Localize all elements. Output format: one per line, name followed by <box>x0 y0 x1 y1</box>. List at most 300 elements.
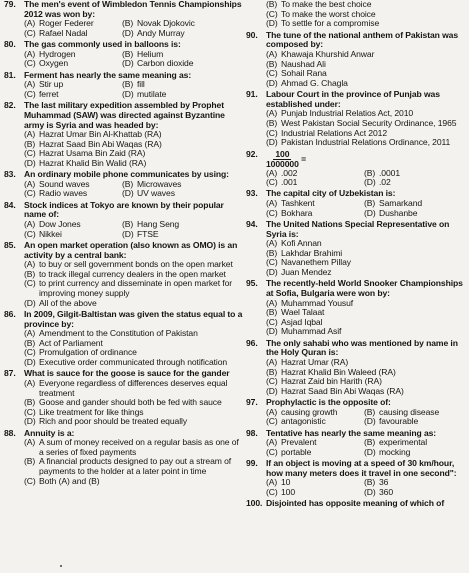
option <box>24 358 244 368</box>
options <box>24 180 244 199</box>
question-95 <box>246 279 469 337</box>
option-text: Dushanbe <box>379 207 418 218</box>
option <box>266 199 358 209</box>
option-letter: (A) <box>24 79 36 90</box>
option-letter: (B) <box>24 268 36 279</box>
option-text: Prevalent <box>281 437 317 448</box>
option-text: .02 <box>379 177 391 188</box>
option-letter: (D) <box>364 416 376 427</box>
option-letter: (C) <box>24 278 36 289</box>
option-text: Novak Djokovic <box>137 18 195 29</box>
option-text: .0001 <box>379 167 401 178</box>
equals-sign: = <box>301 153 306 164</box>
option-text: Punjab Industrial Relatios Act, 2010 <box>281 108 414 119</box>
option-letter: (D) <box>122 88 134 99</box>
question-text: An ordinary mobile phone communicates by using: <box>24 169 229 180</box>
option-text: Juan Mendez <box>281 267 332 278</box>
option <box>266 327 469 337</box>
option-text: Lakhdar Brahimi <box>281 247 343 258</box>
options <box>266 199 469 218</box>
fraction-numerator: 100 <box>275 148 290 159</box>
option-letter: (A) <box>24 437 36 448</box>
option-letter: (B) <box>364 198 376 209</box>
option-letter: (D) <box>266 18 278 29</box>
question-number: 98. <box>246 427 258 438</box>
option-text: Radio waves <box>39 188 88 199</box>
option-text: To make the best choice <box>281 0 372 9</box>
option-text: Carbon dioxide <box>137 58 194 69</box>
option-text: FTSE <box>137 228 159 239</box>
option-letter: (B) <box>364 167 376 178</box>
option-text: West Pakistan Social Security Ordinance, 1965 <box>281 117 457 128</box>
option-letter: (B) <box>266 307 278 318</box>
option-letter: (D) <box>24 356 36 367</box>
option-letter: (D) <box>364 177 376 188</box>
question-stem <box>246 279 469 298</box>
option-text: Hazrat Khalid Bin Walid (RA) <box>39 157 147 168</box>
option-letter: (D) <box>364 446 376 457</box>
option-letter: (B) <box>266 247 278 258</box>
question-number: 90. <box>246 29 258 40</box>
option-letter: (B) <box>122 48 134 59</box>
option <box>364 448 469 458</box>
option-text: .001 <box>281 177 298 188</box>
option-letter: (A) <box>24 129 36 140</box>
option <box>24 189 116 199</box>
option <box>24 90 116 100</box>
question-84 <box>4 201 244 239</box>
option-letter: (A) <box>266 297 278 308</box>
option-letter: (C) <box>24 228 36 239</box>
question-text: The tune of the national anthem of Pakistan was composed by: <box>266 29 459 50</box>
question-text: In 2009, Gilgit-Baltistan was given the status equal to a province by: <box>24 308 243 329</box>
question-text: An open market operation (also known as OMO) is an activity by a central bank: <box>24 240 238 260</box>
option-letter: (A) <box>24 18 36 29</box>
question-text: Disjointed has opposite meaning of which of <box>266 498 445 509</box>
option <box>24 50 116 60</box>
option-text: Hang Seng <box>137 219 180 230</box>
option-text: Hazrat Umar (RA) <box>281 356 349 367</box>
question-number: 96. <box>246 337 258 348</box>
question-text: The only sahabi who was mentioned by name in the Holy Quran is: <box>266 337 458 358</box>
question-number: 85. <box>4 240 16 251</box>
option-text: Hazrat Saad Bin Abi Waqas (RA) <box>39 138 162 149</box>
option-text: A sum of money received on a regular basis as one of a series of fixed payments <box>39 437 239 457</box>
option-letter: (D) <box>122 58 134 69</box>
option-letter: (C) <box>24 27 36 38</box>
option-letter: (A) <box>266 108 278 119</box>
question-83 <box>4 170 244 199</box>
question-text: The United Nations Special Representative on Syria is: <box>266 219 450 239</box>
option <box>266 169 358 179</box>
question-stem <box>246 189 469 199</box>
option-text: To settle for a compromise <box>281 18 380 29</box>
option-letter: (A) <box>266 477 278 488</box>
option-letter: (C) <box>266 207 278 218</box>
question-text: If an object is moving at a speed of 30 km/hour, how many meters does it travel in one second": <box>266 458 457 478</box>
option-text: Rafael Nadal <box>39 27 88 38</box>
question-stem <box>4 101 244 130</box>
option <box>122 230 244 240</box>
option-letter: (B) <box>364 477 376 488</box>
question-stem <box>246 339 469 358</box>
stray-mark <box>60 565 62 567</box>
option <box>266 438 358 448</box>
question-text: Labour Court in the province of Punjab was established under: <box>266 89 440 109</box>
options <box>24 50 244 69</box>
option <box>24 477 244 487</box>
option-text: Asjad Iqbal <box>281 316 323 327</box>
question-80 <box>4 40 244 69</box>
option <box>24 279 244 298</box>
option-text: Hazrat Umar Bin Al-Khattab (RA) <box>39 129 162 140</box>
option <box>122 189 244 199</box>
question-stem <box>4 201 244 220</box>
question-number: 83. <box>4 169 16 180</box>
option-text: Ahmad G. Chagla <box>281 77 348 88</box>
question-89-options <box>266 0 469 29</box>
option-letter: (C) <box>24 148 36 159</box>
option-text: antagonistic <box>281 416 326 427</box>
option-letter: (A) <box>24 377 36 388</box>
question-93 <box>246 189 469 218</box>
option-text: Helium <box>137 48 164 59</box>
option-text: Promulgation of ordinance <box>39 347 137 358</box>
question-stem <box>246 220 469 239</box>
options <box>266 109 469 147</box>
question-text: The gas commonly used in balloons is: <box>24 39 181 50</box>
question-text: Annuity is a: <box>24 427 75 438</box>
question-text: The capital city of Uzbekistan is: <box>266 188 396 199</box>
option-text: Executive order communicated through notification <box>39 356 228 367</box>
option-letter: (C) <box>266 487 278 498</box>
option-letter: (A) <box>24 48 36 59</box>
question-96 <box>246 339 469 397</box>
question-91 <box>246 90 469 148</box>
right-questions-b <box>246 189 469 509</box>
option-text: Khawaja Khurshid Anwar <box>281 48 375 59</box>
option-text: 360 <box>379 487 394 498</box>
question-number: 86. <box>4 308 16 319</box>
question-number: 95. <box>246 278 258 289</box>
option <box>266 178 358 188</box>
option-letter: (C) <box>24 58 36 69</box>
option-letter: (D) <box>266 267 278 278</box>
option <box>266 209 358 219</box>
options <box>24 260 244 308</box>
option <box>24 220 116 230</box>
option-text: Hazrat Saad Bin Abi Waqas (RA) <box>281 385 404 396</box>
question-94 <box>246 220 469 278</box>
option-text: favourable <box>379 416 419 427</box>
options <box>24 80 244 99</box>
option-text: Rich and poor should be treated equally <box>39 416 188 427</box>
option-letter: (C) <box>24 475 36 486</box>
question-number: 80. <box>4 39 16 50</box>
options <box>24 379 244 427</box>
question-number: 100. <box>246 498 263 509</box>
options <box>266 478 469 497</box>
question-stem <box>246 459 469 478</box>
option-text: Tashkent <box>281 198 315 209</box>
options <box>266 239 469 277</box>
option-letter: (B) <box>266 0 278 9</box>
option-text: Pakistan Industrial Relations Ordinance, 2011 <box>281 137 451 148</box>
option-letter: (B) <box>364 406 376 417</box>
option-letter: (A) <box>24 219 36 230</box>
option-text: Hazrat Zaid bin Harith (RA) <box>281 376 382 387</box>
question-stem <box>4 241 244 260</box>
question-100 <box>246 499 469 509</box>
options <box>266 50 469 88</box>
option-letter: (A) <box>24 328 36 339</box>
option-letter: (B) <box>24 397 36 408</box>
right-questions-a <box>246 31 469 148</box>
option-letter: (C) <box>24 406 36 417</box>
question-number: 88. <box>4 427 16 438</box>
option <box>24 29 116 39</box>
question-number: 81. <box>4 69 16 80</box>
option-text: Oxygen <box>39 58 69 69</box>
option <box>364 417 469 427</box>
option-text: Everyone regardless of differences deserves equal treatment <box>39 377 228 398</box>
question-text: The men's event of Wimbledon Tennis Championships 2012 was won by: <box>24 0 242 19</box>
option <box>266 79 469 89</box>
question-number: 97. <box>246 397 258 408</box>
option-text: Sound waves <box>39 178 90 189</box>
option-letter: (B) <box>122 79 134 90</box>
option-text: to track illegal currency dealers in the open market <box>39 268 226 279</box>
option-text: causing growth <box>281 406 338 417</box>
option <box>24 80 116 90</box>
option-text: Andy Murray <box>137 27 185 38</box>
question-98 <box>246 429 469 458</box>
option <box>266 19 469 29</box>
option-text: Act of Parliament <box>39 337 103 348</box>
option-text: Bokhara <box>281 207 313 218</box>
fraction-denominator: 1000000 <box>266 158 299 169</box>
question-81 <box>4 71 244 100</box>
option <box>24 379 244 398</box>
question-79 <box>4 0 244 38</box>
option-letter: (D) <box>122 27 134 38</box>
option <box>122 59 244 69</box>
option-letter: (C) <box>266 177 278 188</box>
option-text: Microwaves <box>137 178 182 189</box>
option-letter: (D) <box>122 228 134 239</box>
option-letter: (C) <box>266 416 278 427</box>
option-letter: (B) <box>122 219 134 230</box>
option-text: 36 <box>379 477 389 488</box>
option-letter: (D) <box>122 188 134 199</box>
option-text: Roger Federer <box>39 18 94 29</box>
question-82 <box>4 101 244 168</box>
option-letter: (B) <box>24 456 36 467</box>
right-column <box>246 0 469 511</box>
option-text: Kofi Annan <box>281 238 322 249</box>
option-letter: (D) <box>364 207 376 218</box>
options <box>24 19 244 38</box>
options <box>266 299 469 337</box>
option-letter: (D) <box>266 137 278 148</box>
question-number: 82. <box>4 100 16 111</box>
option-letter: (C) <box>266 316 278 327</box>
option <box>364 209 469 219</box>
question-text: Prophylactic is the opposite of: <box>266 397 391 408</box>
option-text: Dow Jones <box>39 219 81 230</box>
option-text: To make the worst choice <box>281 8 376 19</box>
option-letter: (A) <box>266 48 278 59</box>
option <box>266 448 358 458</box>
options <box>266 438 469 457</box>
option-text: portable <box>281 446 312 457</box>
question-text: Tentative has nearly the same meaning as: <box>266 427 437 438</box>
question-stem <box>246 90 469 109</box>
option <box>266 268 469 278</box>
option <box>122 29 244 39</box>
question-stem <box>4 0 244 19</box>
option-text: Muhammad Asif <box>281 326 342 337</box>
option <box>266 387 469 397</box>
option-letter: (B) <box>364 437 376 448</box>
option-letter: (B) <box>266 366 278 377</box>
option-text: experimental <box>379 437 428 448</box>
option-text: Industrial Relations Act 2012 <box>281 127 388 138</box>
option-letter: (A) <box>266 238 278 249</box>
option-letter: (D) <box>266 77 278 88</box>
option <box>364 488 469 498</box>
question-text: What is sauce for the goose is sauce for the gander <box>24 368 230 379</box>
option-letter: (A) <box>266 167 278 178</box>
option-letter: (D) <box>24 157 36 168</box>
options <box>266 408 469 427</box>
options <box>24 329 244 367</box>
option-letter: (C) <box>24 347 36 358</box>
option-letter: (C) <box>266 127 278 138</box>
option-text: 100 <box>281 487 296 498</box>
option-text: 10 <box>281 477 291 488</box>
option-letter: (B) <box>266 117 278 128</box>
option-text: fill <box>137 79 145 90</box>
question-number: 79. <box>4 0 16 9</box>
option-letter: (A) <box>24 259 36 270</box>
question-number: 91. <box>246 89 258 100</box>
question-92-options <box>266 169 469 188</box>
option-letter: (B) <box>24 138 36 149</box>
options <box>24 130 244 168</box>
option-text: ferret <box>39 88 59 99</box>
options <box>266 358 469 396</box>
question-number: 92. <box>246 148 258 159</box>
option <box>364 178 469 188</box>
option-text: All of the above <box>39 297 97 308</box>
option-letter: (A) <box>24 178 36 189</box>
question-90 <box>246 31 469 89</box>
option <box>24 417 244 427</box>
option-text: Goose and gander should both be fed with sauce <box>39 397 222 408</box>
option <box>266 478 358 488</box>
question-text: Ferment has nearly the same meaning as: <box>24 69 192 80</box>
option-letter: (C) <box>266 376 278 387</box>
option-text: causing disease <box>379 406 440 417</box>
option-letter: (B) <box>122 178 134 189</box>
option-letter: (B) <box>122 18 134 29</box>
option-letter: (C) <box>266 8 278 19</box>
option <box>24 299 244 309</box>
option-letter: (D) <box>24 297 36 308</box>
question-number: 99. <box>246 458 258 469</box>
option <box>24 59 116 69</box>
option-text: mutilate <box>137 88 167 99</box>
option-letter: (A) <box>266 198 278 209</box>
question-number: 94. <box>246 219 258 230</box>
option-text: A financial products designed to pay out a stream of payments to the holder at a later point in time <box>39 456 232 477</box>
option <box>24 438 244 457</box>
option <box>266 138 469 148</box>
question-number: 87. <box>4 368 16 379</box>
question-92 <box>246 150 469 188</box>
option-text: UV waves <box>137 188 175 199</box>
option <box>24 159 244 169</box>
option-text: Muhammad Yousuf <box>281 297 354 308</box>
option-text: to buy or sell government bonds on the open market <box>39 259 233 270</box>
option-text: Navanethem Pillay <box>281 257 351 268</box>
left-column <box>4 0 244 488</box>
option-letter: (A) <box>266 356 278 367</box>
question-text: The last military expedition assembled by Prophet Muhammad (SAW) was directed against Byzantine army is Syria and was headed by: <box>24 100 225 130</box>
question-stem <box>246 429 469 439</box>
option <box>24 230 116 240</box>
question-stem <box>246 31 469 50</box>
option-text: Nikkei <box>39 228 62 239</box>
question-stem <box>246 499 469 509</box>
option-letter: (B) <box>24 337 36 348</box>
option-text: Both (A) and (B) <box>39 475 100 486</box>
option-text: Stir up <box>39 79 64 90</box>
options <box>24 220 244 239</box>
option-letter: (A) <box>266 406 278 417</box>
option-text: to print currency and disseminate in open market for improving money supply <box>39 278 233 298</box>
question-number: 93. <box>246 188 258 199</box>
fraction <box>266 150 299 169</box>
option-letter: (C) <box>24 88 36 99</box>
question-97 <box>246 398 469 427</box>
option-text: Naushad Ali <box>281 58 326 69</box>
question-text: The recently-held World Snooker Championships at Sofia, Bulgaria were won by: <box>266 278 463 299</box>
option-text: Sohail Rana <box>281 68 327 79</box>
option-letter: (D) <box>266 326 278 337</box>
option-text: Hydrogen <box>39 48 76 59</box>
option-letter: (C) <box>24 188 36 199</box>
question-88 <box>4 429 244 487</box>
question-99 <box>246 459 469 497</box>
option-text: Hazrat Usama Bin Zaid (RA) <box>39 148 146 159</box>
option-letter: (C) <box>266 257 278 268</box>
options <box>24 438 244 486</box>
option <box>122 90 244 100</box>
option-text: Samarkand <box>379 198 423 209</box>
option-text: Wael Talaat <box>281 307 325 318</box>
question-text: Stock indices at Tokyo are known by their popular name of: <box>24 199 224 220</box>
option-letter: (A) <box>266 437 278 448</box>
option <box>24 457 244 476</box>
question-85 <box>4 241 244 308</box>
question-86 <box>4 310 244 368</box>
option <box>266 488 358 498</box>
option-letter: (B) <box>266 58 278 69</box>
option-letter: (C) <box>266 446 278 457</box>
question-stem <box>4 310 244 329</box>
